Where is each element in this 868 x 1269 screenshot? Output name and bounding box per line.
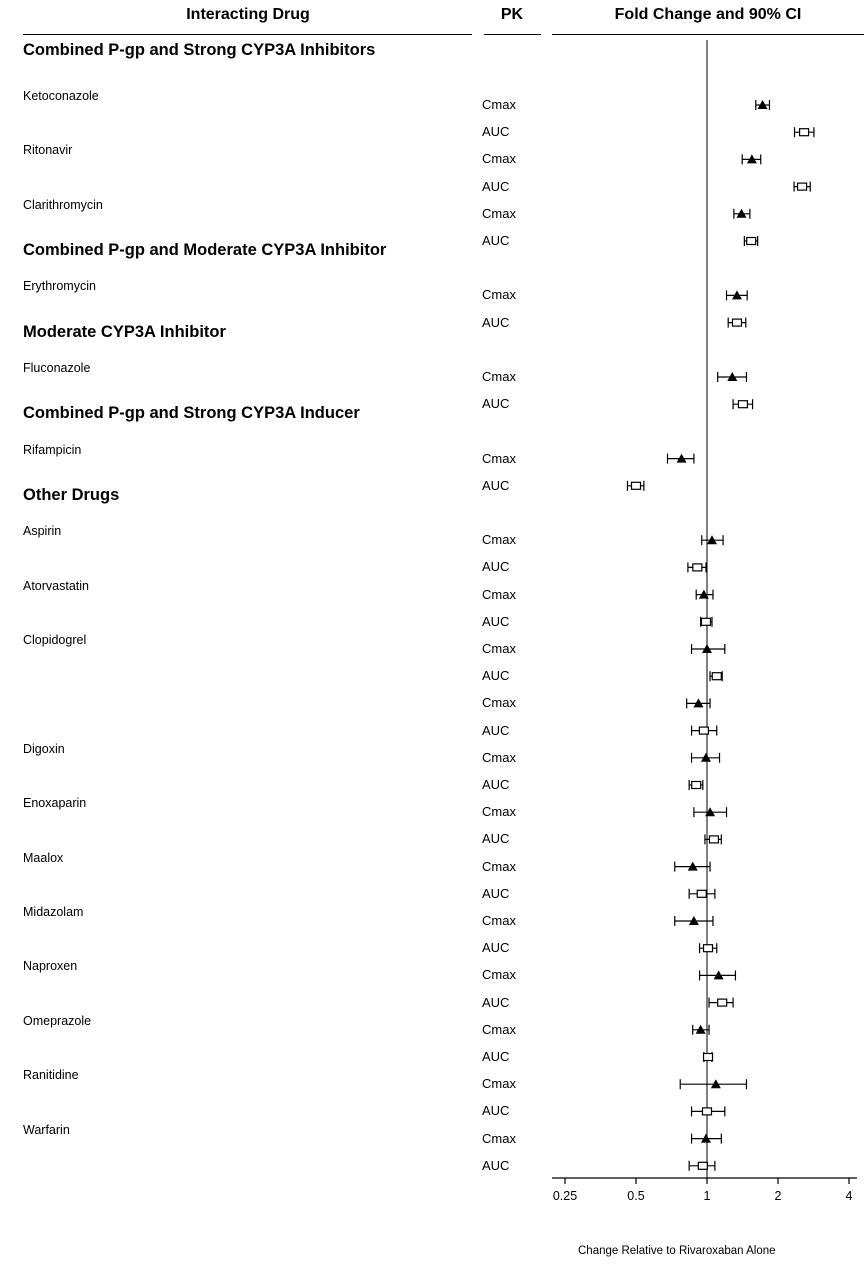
- drug-name: Erythromycin: [23, 279, 96, 294]
- drug-name: Aspirin: [23, 524, 62, 539]
- pk-label: Cmax: [482, 858, 516, 874]
- pk-label: AUC: [482, 396, 510, 412]
- pk-label: Cmax: [482, 804, 516, 820]
- auc-point: [699, 727, 708, 734]
- drug-name: Ranitidine: [23, 1068, 79, 1083]
- drug-name: Omeprazole: [23, 1013, 92, 1028]
- group-heading: Moderate CYP3A Inhibitor: [23, 322, 226, 341]
- drug-name: Ritonavir: [23, 143, 73, 158]
- drug-name: Naproxen: [23, 959, 78, 974]
- x-tick-label: 0.25: [552, 1189, 578, 1203]
- auc-point: [732, 319, 741, 326]
- auc-point: [718, 999, 727, 1006]
- header-fold-change: Fold Change and 90% CI: [614, 6, 802, 23]
- pk-label: AUC: [482, 994, 510, 1010]
- drug-name: Clarithromycin: [23, 197, 103, 212]
- pk-label: Cmax: [482, 913, 516, 928]
- pk-label: AUC: [482, 777, 510, 792]
- pk-label: Cmax: [482, 695, 516, 711]
- pk-label: AUC: [482, 722, 510, 738]
- pk-label: AUC: [482, 613, 510, 629]
- pk-label: Cmax: [482, 97, 516, 112]
- drug-name: Maalox: [23, 850, 64, 865]
- header-interacting-drug: Interacting Drug: [186, 6, 310, 23]
- x-tick-label: 4: [845, 1189, 853, 1203]
- pk-label: Cmax: [482, 749, 516, 765]
- auc-point: [704, 1054, 713, 1061]
- pk-label: Cmax: [482, 205, 516, 221]
- pk-label: AUC: [482, 885, 510, 901]
- drug-name: Ketoconazole: [23, 89, 99, 103]
- drug-name: Digoxin: [23, 741, 65, 756]
- group-heading: Combined P-gp and Strong CYP3A Inducer: [23, 404, 360, 423]
- auc-point: [697, 890, 706, 897]
- pk-label: AUC: [482, 178, 510, 194]
- pk-label: AUC: [482, 668, 510, 684]
- drug-name: Clopidogrel: [23, 633, 87, 647]
- pk-label: Cmax: [482, 1021, 516, 1037]
- pk-label: AUC: [482, 233, 510, 248]
- pk-label: AUC: [482, 1049, 510, 1064]
- x-tick-label: 1: [703, 1189, 711, 1203]
- drug-name: Warfarin: [23, 1122, 70, 1137]
- pk-label: Cmax: [482, 369, 516, 384]
- x-axis-label: Change Relative to Rivaroxaban Alone: [578, 1245, 776, 1257]
- pk-label: AUC: [482, 1157, 510, 1173]
- drug-name: Rifampicin: [23, 442, 82, 457]
- pk-label: Cmax: [482, 151, 516, 167]
- drug-name: Fluconazole: [23, 361, 91, 375]
- auc-point: [698, 1162, 707, 1169]
- drug-name: Midazolam: [23, 905, 84, 919]
- auc-point: [738, 401, 747, 408]
- group-heading: Combined P-gp and Moderate CYP3A Inhibitor: [23, 241, 387, 260]
- auc-point: [747, 238, 756, 245]
- auc-point: [712, 673, 721, 680]
- pk-label: AUC: [482, 314, 510, 330]
- drug-name: Atorvastatin: [23, 578, 90, 593]
- pk-label: AUC: [482, 559, 510, 575]
- pk-label: AUC: [482, 940, 510, 956]
- pk-label: Cmax: [482, 641, 516, 656]
- pk-label: AUC: [482, 477, 510, 493]
- auc-point: [703, 1108, 712, 1115]
- auc-point: [693, 564, 702, 571]
- pk-label: Cmax: [482, 1130, 516, 1146]
- x-tick-label: 2: [774, 1189, 782, 1203]
- group-heading: Combined P-gp and Strong CYP3A Inhibitors: [23, 40, 376, 59]
- auc-point: [709, 836, 718, 843]
- auc-point: [701, 618, 710, 625]
- auc-point: [692, 782, 701, 789]
- x-tick-label: 0.5: [627, 1189, 645, 1203]
- auc-point: [632, 482, 641, 489]
- pk-label: AUC: [482, 1103, 510, 1119]
- auc-point: [798, 183, 807, 190]
- auc-point: [800, 129, 809, 136]
- group-heading: Other Drugs: [23, 486, 120, 504]
- pk-label: Cmax: [482, 287, 516, 303]
- pk-label: Cmax: [482, 967, 516, 983]
- auc-point: [704, 945, 713, 952]
- header-pk: PK: [500, 6, 524, 23]
- drug-name: Enoxaparin: [23, 796, 87, 811]
- pk-label: AUC: [482, 124, 510, 140]
- pk-label: Cmax: [482, 586, 516, 602]
- pk-label: Cmax: [482, 532, 516, 548]
- pk-label: Cmax: [482, 450, 516, 466]
- pk-label: Cmax: [482, 1076, 516, 1092]
- pk-label: AUC: [482, 831, 510, 847]
